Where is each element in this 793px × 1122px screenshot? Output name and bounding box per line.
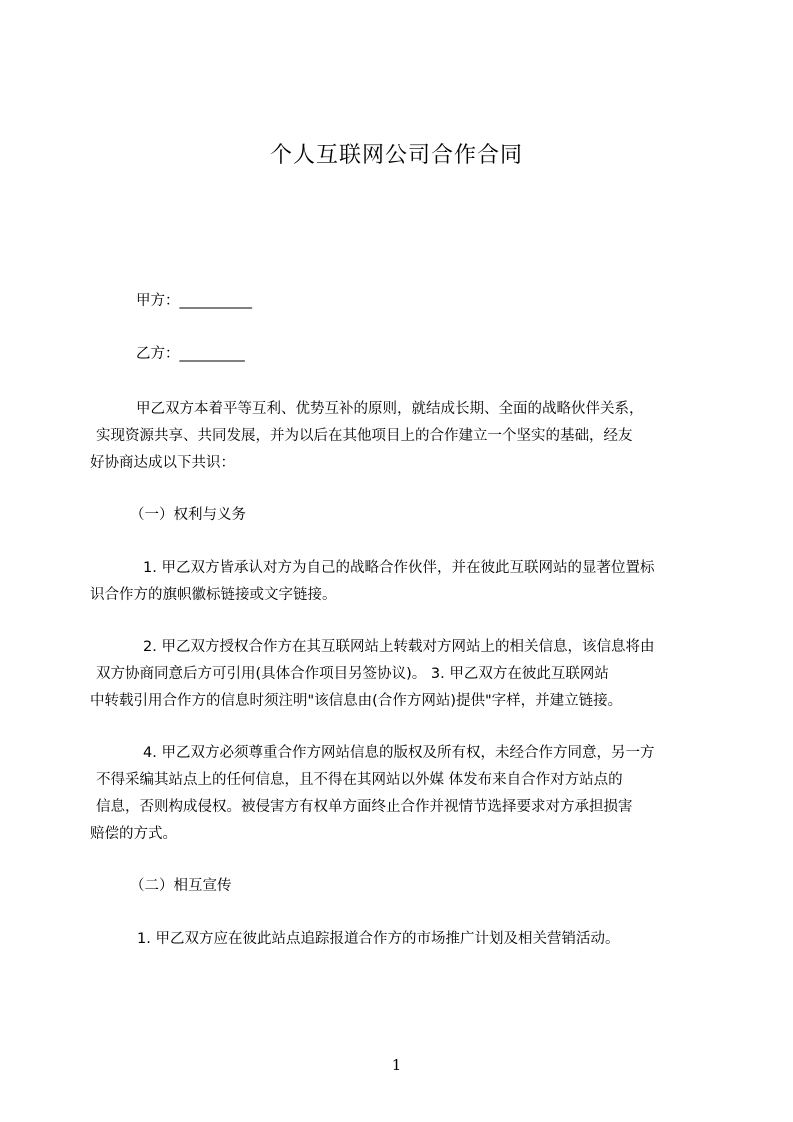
intro-line-1: 甲乙双方本着平等互利、优势互补的原则，就结成长期、全面的战略伙伴关系， xyxy=(136,401,644,417)
document-title: 个人互联网公司合作合同 xyxy=(269,143,523,168)
intro-line-3: 好协商达成以下共识： xyxy=(90,455,235,471)
section-heading-rights: （一）权利与义务 xyxy=(130,507,246,523)
rights-item-4-line-2: 不得采编其站点上的任何信息，且不得在其网站以外媒 体发布来自合作对方站点的 xyxy=(96,772,623,788)
party-a-label: 甲方： xyxy=(136,293,180,309)
party-b-blank: _________ xyxy=(179,346,245,362)
rights-item-4-line-4: 赔偿的方式。 xyxy=(90,826,177,842)
page-number: 1 xyxy=(391,1056,402,1074)
promotion-item-1-line-1: 1. 甲乙双方应在彼此站点追踪报道合作方的市场推广计划及相关营销活动。 xyxy=(137,931,620,947)
rights-item-4-line-1: 4. 甲乙双方必须尊重合作方网站信息的版权及所有权，未经合作方同意，另一方 xyxy=(143,745,655,761)
rights-item-2-line-2: 双方协商同意后方可引用(具体合作项目另签协议)。 3. 甲乙双方在彼此互联网站 xyxy=(96,666,609,682)
intro-line-2: 实现资源共享、共同发展，并为以后在其他项目上的合作建立一个坚实的基础，经友 xyxy=(96,428,633,444)
rights-item-1-line-1: 1. 甲乙双方皆承认对方为自己的战略合作伙伴，并在彼此互联网站的显著位置标 xyxy=(143,560,655,576)
party-a-line xyxy=(136,291,252,311)
rights-item-2-line-1: 2. 甲乙双方授权合作方在其互联网站上转载对方网站上的相关信息，该信息将由 xyxy=(143,639,655,655)
party-b-label: 乙方： xyxy=(136,346,180,362)
party-a-blank: __________ xyxy=(179,293,252,309)
rights-item-1-line-2: 识合作方的旗帜徽标链接或文字链接。 xyxy=(90,587,337,603)
rights-item-2-line-3: 中转载引用合作方的信息时须注明"该信息由(合作方网站)提供"字样，并建立链接。 xyxy=(90,693,623,709)
section-heading-promotion: （二）相互宣传 xyxy=(130,878,232,894)
party-b-line xyxy=(136,344,245,364)
rights-item-4-line-3: 信息，否则构成侵权。被侵害方有权单方面终止合作并视情节选择要求对方承担损害 xyxy=(96,799,633,815)
